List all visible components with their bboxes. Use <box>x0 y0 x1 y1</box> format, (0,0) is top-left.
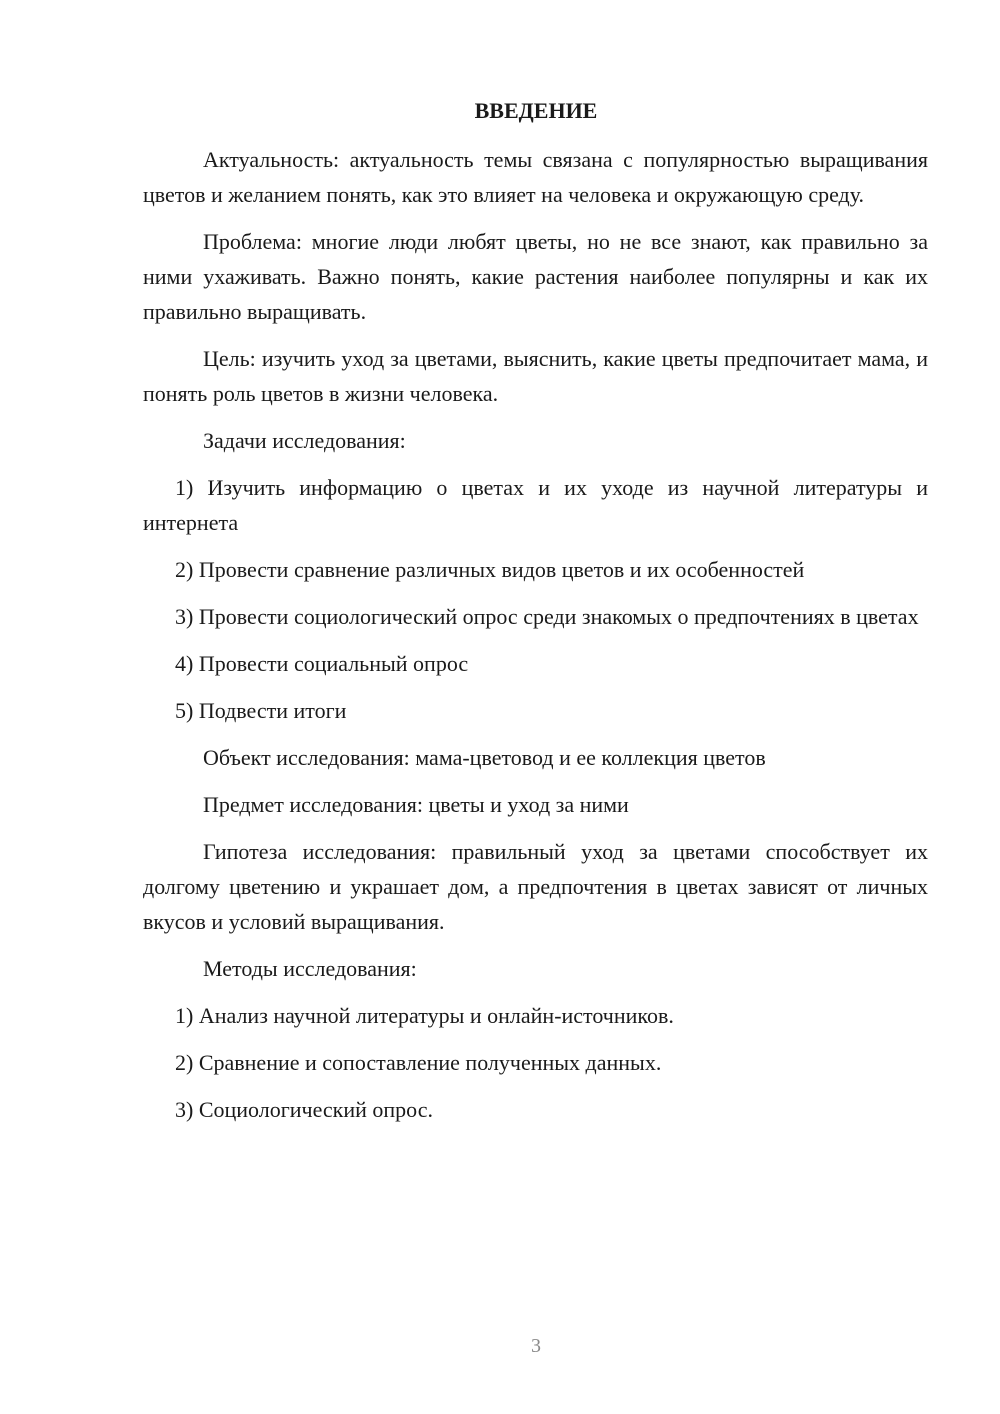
list-item-method-1: 1) Анализ научной литературы и онлайн-источников. <box>175 1003 674 1028</box>
list-item-task-4: 4) Провести социальный опрос <box>175 651 469 676</box>
list-item-task-2: 2) Провести сравнение различных видов цветов и их особенностей <box>175 557 805 582</box>
paragraph-relevance: Актуальность: актуальность темы связана с популярностью выращивания цветов и желанием понять, как это влияет на человека и окружающую среду. <box>143 147 928 207</box>
paragraph-object: Объект исследования: мама-цветовод и ее коллекция цветов <box>203 745 766 770</box>
list-item-task-5: 5) Подвести итоги <box>175 698 347 723</box>
list-item-task-1: 1) Изучить информацию о цветах и их уходе из научной литературы и интернета <box>143 475 928 535</box>
paragraph-tasks-heading: Задачи исследования: <box>203 428 406 453</box>
page-number: 3 <box>531 1335 541 1357</box>
paragraph-hypothesis: Гипотеза исследования: правильный уход за цветами способствует их долгому цветению и украшает дом, а предпочтения в цветах зависят от личных вкусов и условий выращивания. <box>143 839 928 934</box>
list-item-method-3: 3) Социологический опрос. <box>175 1097 433 1122</box>
list-item-method-2: 2) Сравнение и сопоставление полученных данных. <box>175 1050 662 1075</box>
page-body <box>143 142 928 1139</box>
paragraph-problem: Проблема: многие люди любят цветы, но не все знают, как правильно за ними ухаживать. Важно понять, какие растения наиболее популярны и как их правильно выращивать. <box>143 229 928 324</box>
paragraph-goal: Цель: изучить уход за цветами, выяснить, какие цветы предпочитает мама, и понять роль цветов в жизни человека. <box>143 346 928 406</box>
paragraph-subject: Предмет исследования: цветы и уход за ними <box>203 792 629 817</box>
page-title: ВВЕДЕНИЕ <box>474 98 598 123</box>
list-item-task-3: 3) Провести социологический опрос среди знакомых о предпочтениях в цветах <box>175 604 919 629</box>
paragraph-methods-heading: Методы исследования: <box>203 956 417 981</box>
